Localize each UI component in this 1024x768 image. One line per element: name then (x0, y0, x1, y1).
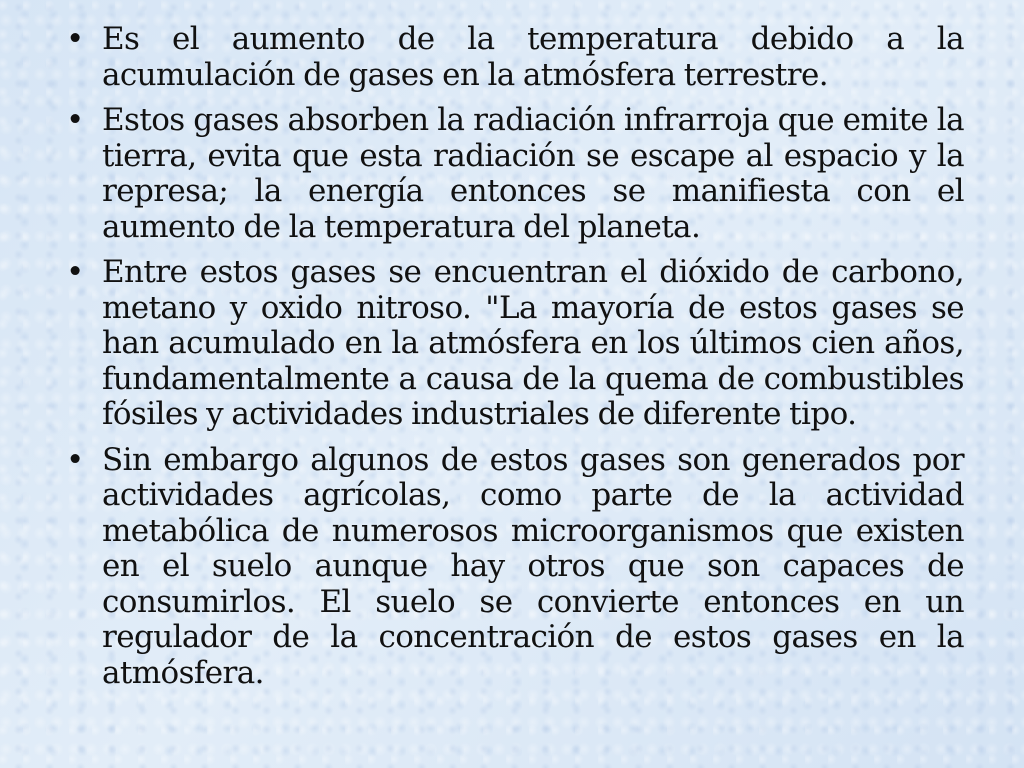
bullet-item (66, 103, 964, 245)
bullet-item (66, 22, 964, 93)
bullet-text: Sin embargo algunos de estos gases son generados por actividades agrícolas, como parte de la actividad metabólica de numerosos microorganismos que existen en el suelo aunque hay otros que son capaces de consumirlos. El suelo se convierte entonces en un regulador de la concentración de estos gases en la atmósfera. (102, 441, 964, 691)
bullet-text: Es el aumento de la temperatura debido a la acumulación de gases en la atmósfera terrestre. (102, 21, 964, 93)
bullet-dot-icon: • (66, 254, 84, 290)
bullet-text: Estos gases absorben la radiación infrarroja que emite la tierra, evita que esta radiación se escape al espacio y la represa; la energía entonces se manifiesta con el aumento de la temperatura del planeta. (102, 102, 964, 245)
bullet-item (66, 255, 964, 433)
bullet-text: Entre estos gases se encuentran el dióxido de carbono, metano y oxido nitroso. "La mayoría de estos gases se han acumulado en la atmósfera en los últimos cien años, fundamentalmente a causa de la quema de combustibles fósiles y actividades industriales de diferente tipo. (102, 254, 964, 432)
slide-content (66, 22, 964, 762)
bullet-dot-icon: • (66, 21, 84, 57)
bullet-dot-icon: • (66, 441, 84, 478)
bullet-dot-icon: • (66, 102, 84, 138)
bullet-item (66, 443, 964, 692)
bullet-list (66, 22, 964, 691)
